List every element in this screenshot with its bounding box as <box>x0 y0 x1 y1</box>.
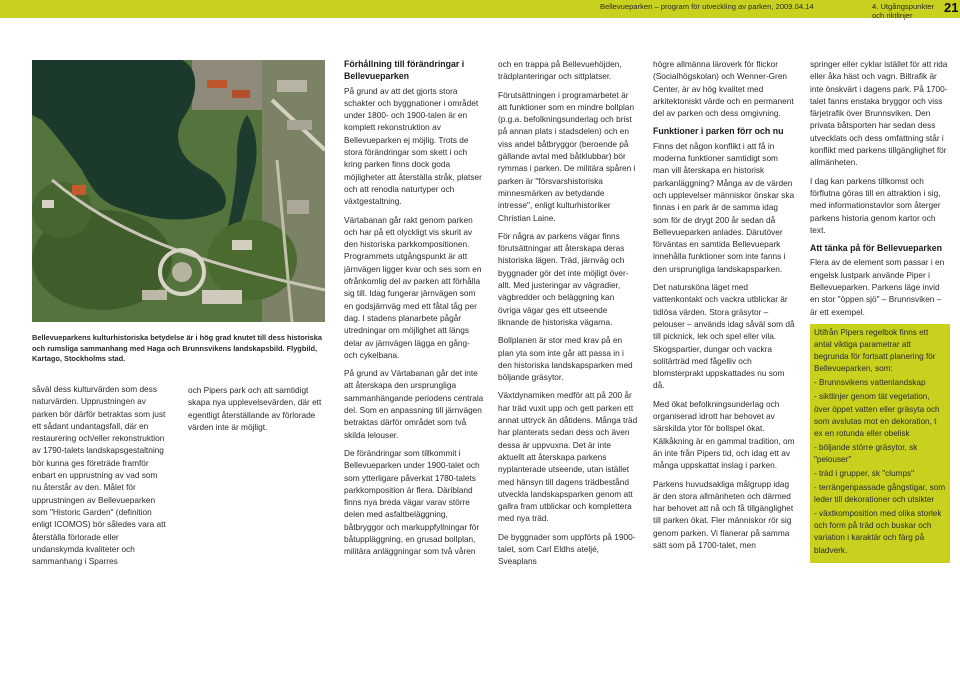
column-5 <box>653 58 795 557</box>
header-bar <box>0 0 960 18</box>
column-5-paragraph: Det natursköna läget med vattenkontakt och vackra utblickar är tidlösa värden. Stora gräsytor – pelouser – används idag såväl som då till picknick, lek och spel eller vila. Skogspartier, dungar och vackra solitärträd med fågelliv och blomsterprakt uppskattades nu som då. <box>653 282 795 391</box>
header-section-line1: 4. Utgångspunkter <box>872 2 935 11</box>
header-title: Bellevueparken – program för utveckling av parken, 2009.04.14 <box>600 2 814 11</box>
column-5-paragraph: Finns det någon konflikt i att få in moderna funktioner samtidigt som man vill återskapa en historisk parkanläggning? Många av de värden och upplevelser människor önskar ska finnas i en park är de samma idag som för de drygt 200 år sedan då Bellevueparken anlades. Därutöver förväntas en samtida Bellevuepark innehålla funktioner som inte fanns i den ursprungliga landskapsparken. <box>653 140 795 274</box>
highlight-list-item: - växtkomposition med olika storlek och form på träd och buskar och variation i karaktär och färg på bladverk. <box>814 509 942 555</box>
header-section-line2: och riktlinjer <box>872 11 913 20</box>
header-section <box>872 2 934 20</box>
section-heading-att-tanka-pa: Att tänka på för Bellevueparken <box>810 243 942 254</box>
column-6-paragraph: springer eller cyklar istället för att rida eller åka häst och vagn. Biltrafik är inte önskvärt i dagens park. På 1700-talet fanns enstaka bryggor och viss färjetrafik över Brunnsviken. Den privata båtsporten har sedan dess utvecklats och dess omfattning står i konflikt med parkens tillgänglighet för allmänheten. <box>810 59 948 168</box>
column-3-paragraph: Värtabanan går rakt genom parken och har på ett olyckligt vis skurit av den historiska parkkompositionen. Programmets utgångspunkt är att järnvägen ligger kvar och ses som en ofrånkomlig del av parken att förhålla sig till. Idag fungerar järnvägen som en godsjärnväg med ett fåtal tåg per dag. I stadens planarbete pågår utredningar om möjlighet att längs delar av järnvägen lägga en gång- och cykelbana. <box>344 214 482 360</box>
column-2 <box>188 384 326 439</box>
column-3-paragraph: De förändringar som tillkommit i Bellevueparken under 1900-talet och som ytterligare påverkat 1780-talets parkkomposition är flera. Däribland finns nya breda vägar varav större delen med asfaltbeläggning, båtbryggor och markuppfyllningar för båtuppläggning, en grusad bollplan, militära anläggningar som två våren <box>344 447 480 557</box>
aerial-photo-graphic <box>32 60 325 322</box>
column-4-paragraph: Förutsättningen i programarbetet är att funktioner som en mindre bollplan (p.g.a. befolkningsunderlag och brist på annan plats i stadsdelen) och en viss andel båtbryggor (beroende på gällande avtal med båtklubbar) bör rymmas i parken. De militära spåren i parken är "försvarshistoriska minnesmärken av betydande intresse", enligt kulturhistoriker Christian Laine. <box>498 89 636 223</box>
column-5-paragraph: högre allmänna läroverk för flickor (Socialhögskolan) och Wenner-Gren Center, är av hög kvalitet med arkitektoniskt värde och en permanent del av parken och dess omgivning. <box>653 59 794 119</box>
column-3 <box>344 58 485 564</box>
column-4-paragraph: Bollplanen är stor med krav på en plan yta som inte går att passa in i den historiska landskapsparken med böljande gräsytor. <box>498 335 633 383</box>
column-3-paragraph: På grund av att det gjorts stora schakter och byggnationer i området under 1800- och 1900-talen är en komplett rekonstruktion av Bellevueparken ej möjlig. Trots de stora förändringar som skett i och kring parken finns dock goda möjligheter att återställa stråk, platser och att renodla naturtyper och växtgestaltning. <box>344 85 482 207</box>
section-heading-forhallning: Förhållning till förändringar i Bellevueparken <box>344 59 465 82</box>
figure-caption: Bellevueparkens kulturhistoriska betydelse är i hög grad knutet till dess historiska och rumsliga sammanhang med Haga och Brunnsvikens landskapsbild. Flygbild, Kartago, Stockholms stad. <box>32 333 322 364</box>
column-2-paragraph: och Pipers park och att samtidigt skapa nya upplevelsevärden, där ett egentligt återställande av förlorade värden inte är möjligt. <box>188 385 322 432</box>
highlight-intro: Utifrån Pipers regelbok finns ett antal viktiga parametrar att begrunda för fortsatt planering för Bellevueparken, som: <box>814 327 936 374</box>
highlight-list-item: - siktlinjer genom tät vegetation, över öppet vatten eller gräsyta och som avslutas mot en dekoration, t ex en rotunda eller obelisk <box>814 392 940 438</box>
highlight-box <box>810 324 950 563</box>
column-6-paragraph: Flera av de element som passar i en engelsk lustpark använde Piper i Bellevueparken. Parkens läge invid en stor "öppen sjö" – Brunnsviken – är ett exempel. <box>810 257 945 317</box>
column-1-paragraph: såväl dess kulturvärden som dess naturvärden. Upprustningen av parken bör därför betraktas som just ett sådant undantagsfall, där en restaurering och/eller rekonstruktion av 1790-talets landskapsgestaltning bör kunna ges företräde framför enbart en upprustning av vad som nu återstår av den. Målet för upprustningen av Bellevueparken som "Historic Garden" (definition enligt ICOMOS) bör således vara att återställa förlorade eller undanskymda kvaliteter och sammanhang i Sparres <box>32 384 166 567</box>
highlight-list-item: - träd i grupper, sk "clumps" <box>814 468 915 478</box>
highlight-list-item: - böljande större gräsytor, sk "pelouser" <box>814 442 918 464</box>
section-heading-funktioner: Funktioner i parken förr och nu <box>653 126 784 137</box>
column-4-paragraph: och en trappa på Bellevuehöjden, trädplanteringar och sittplatser. <box>498 59 622 82</box>
column-5-paragraph: Parkens huvudsakliga målgrupp idag är den stora allmänheten och därmed har behovet att nå och få tillgänglighet till parken ökat. Fler människor rör sig genom parken. Vi flanerar på samma sätt som på 1700-talet, men <box>653 478 794 550</box>
page-number: 21 <box>944 0 959 15</box>
aerial-photo <box>32 60 325 322</box>
column-4-paragraph: För några av parkens vägar finns förutsättningar att återskapa deras historiska lägen. Träd, järnväg och byggnader gör det inte möjligt över-allt. Med justeringar av vägradier, vägbredder och beläggning kan övriga vägar ges ett utseende liknande de historiska vägarna. <box>498 230 629 327</box>
column-6 <box>810 58 950 563</box>
column-5-paragraph: Med ökat befolkningsunderlag och organiserad idrott har behovet av särskilda ytor för bollspel ökat. Kälkåkning är en gammal tradition, om än inte från Pipers tid, och idag ett av många uppskattat inslag i parken. <box>653 398 795 471</box>
column-1 <box>32 383 168 573</box>
column-4-paragraph: De byggnader som uppförts på 1900-talet, som Carl Eldhs ateljé, Sveaplans <box>498 531 636 567</box>
column-4-paragraph: Växtdynamiken medför att på 200 år har träd vuxit upp och gett parken ett annat uttryck än dåtidens. Många träd har planterats sedan dess och även dessa är uppvuxna. Det är inte aktuellt att återskapa parkens nyplanterade utseende, utan istället med hänsyn till dagens trädbestånd utveckla landskapsparken genom att gallra fram utblickar och komplettera med nya träd. <box>498 390 638 524</box>
highlight-list-item: - terrängenpassade gångstigar, som leder till dekorationer och utsikter <box>814 483 946 505</box>
column-3-paragraph: På grund av Värtabanan går det inte att återskapa den ursprungliga sammanhängande periodens centrala del. Som en anpassning till järnvägen betraktas därför området som två skilda lelouser. <box>344 368 484 440</box>
column-6-paragraph: I dag kan parkens tillkomst och förflutna göras till en attraktion i sig, med informationstavlor som återger parkens historia genom kartor och text. <box>810 175 941 235</box>
column-4 <box>498 58 638 574</box>
highlight-list-item: - Brunnsvikens vattenlandskap <box>814 378 926 388</box>
